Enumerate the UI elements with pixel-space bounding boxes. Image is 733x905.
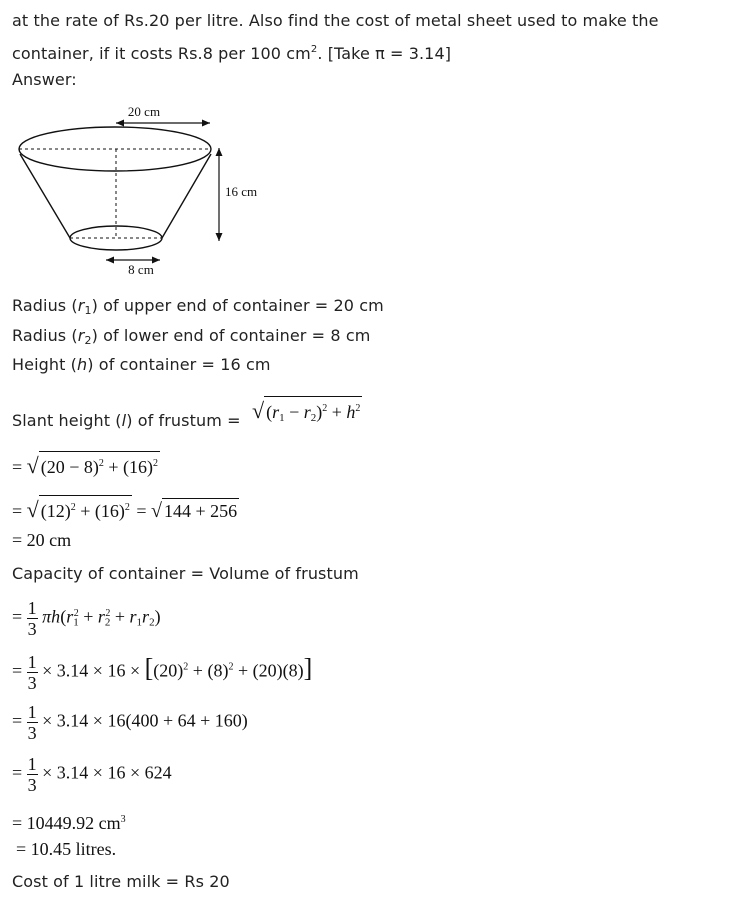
answer-label: Answer: — [12, 70, 77, 89]
capacity-step-2: = $\frac{1}{3}$ × $3.14 \times 16 \times [(20)^2 + (8)^2 + (20)(8)]$ — [12, 652, 313, 693]
slant-formula: √ $(r_1 - r_2)^2 + h^2$ — [252, 396, 362, 429]
cost-line: Cost of 1 litre milk = Rs 20 — [12, 872, 230, 891]
frustum-figure — [10, 98, 280, 283]
figure-top-label: 20 cm — [127, 104, 161, 119]
capacity-step-5: = 10449.92 $cm^3$ — [12, 813, 126, 833]
figure-height-label: 16 cm — [225, 184, 258, 199]
question-line-2: container, if it costs Rs.8 per 100 $cm^2$. [Take π = 3.14] — [12, 44, 452, 63]
capacity-step-1: = $\frac{1}{3}$ $\pi h(r_1^2 + r_2^2 + r_1r_2)$ — [12, 598, 161, 639]
capacity-step-3: = $\frac{1}{3}$ × 3.14 × 16(400 + 64 + 160) — [12, 702, 248, 743]
capacity-step-6: = 10.45 litres. — [16, 839, 117, 859]
capacity-step-4: = $\frac{1}{3}$ × 3.14 × 16 × 624 — [12, 754, 172, 795]
radius-lower-line: Radius $(r_2)$ of lower end of container = 8 cm — [12, 326, 371, 347]
slant-step-2: = √ $(12)^2 + (16)^2$ = √ 144 + 256 — [12, 497, 238, 522]
capacity-label: Capacity of container = Volume of frustum — [12, 564, 359, 583]
figure-bottom-label: 8 cm — [128, 262, 154, 277]
slant-label: Slant height (l) of frustum = — [12, 411, 241, 430]
height-line: Height (h) of container = 16 cm — [12, 355, 271, 374]
slant-step-3: = 20 cm — [12, 530, 72, 550]
radius-upper-line: Radius $(r_1)$ of upper end of container = 20 cm — [12, 296, 384, 317]
question-line-1: at the rate of Rs.20 per litre. Also find the cost of metal sheet used to make the — [12, 11, 659, 30]
slant-step-1: = √ $(20 - 8)^2 + (16)^2$ — [12, 453, 159, 478]
